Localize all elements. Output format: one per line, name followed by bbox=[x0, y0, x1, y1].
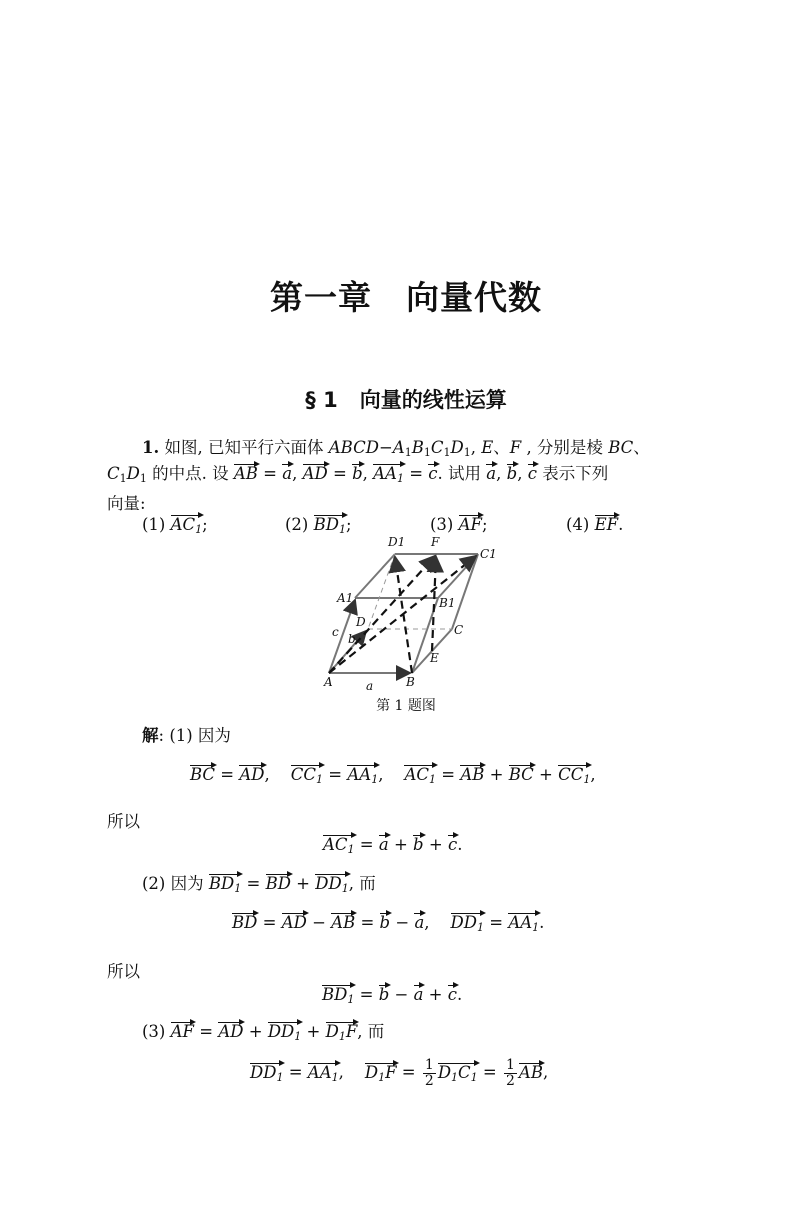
problem-text: , 分别是棱 bbox=[526, 438, 603, 457]
label-c: C bbox=[454, 623, 464, 637]
problem-text: 表示下列 bbox=[542, 464, 609, 483]
equation-2: $AC_1$ = a + b + c . bbox=[323, 832, 462, 855]
problem-line-1: 1. 如图, 已知平行六面体 $ABCD-A_1B_1C_1D_1$, E、F , 分别是棱 BC、 bbox=[142, 438, 650, 459]
label-vec-a: a bbox=[366, 679, 374, 693]
figure-caption: 第 1 题图 bbox=[376, 698, 436, 714]
section-title bbox=[0, 384, 812, 414]
solution-part-3: (3) AF = AD + $DD_1$ + $D_1F$ , 而 bbox=[142, 1018, 384, 1042]
solution-part-2: (2) 因为 $BD_1$ = BD + $DD_1$ , 而 bbox=[142, 870, 376, 894]
vector-bd1 bbox=[395, 557, 412, 673]
problem-item-1: (1) $AC_1$ ; bbox=[142, 512, 208, 535]
solution-intro: 解: (1) 因为 bbox=[142, 726, 231, 745]
solution-label: 解 bbox=[142, 726, 159, 745]
label-vec-b: b bbox=[348, 632, 356, 646]
equation-1: BC = AD , $CC_1$ = $AA_1$ , $AC_1$ = AB + BC + $CC_1$ , bbox=[190, 762, 596, 785]
label-b: B bbox=[406, 675, 415, 689]
problem-item-2: (2) $BD_1$ ; bbox=[285, 512, 352, 535]
problem-line-2: $C_1D_1$ 的中点. 设 AB = a , AD = b , $AA_1$ = c . 试用 a , b , c 表示下列 bbox=[107, 460, 608, 485]
problem-text: 如图, 已知平行六面体 bbox=[164, 438, 324, 457]
label-d1: D1 bbox=[388, 535, 406, 549]
label-c1: C1 bbox=[480, 547, 497, 561]
section-name: 向量的线性运算 bbox=[359, 388, 507, 412]
label-f: F bbox=[431, 535, 440, 549]
problem-item-4: (4) EF . bbox=[566, 512, 623, 534]
parallelepiped-figure bbox=[300, 530, 540, 720]
problem-line-3: 向量: bbox=[107, 494, 146, 513]
problem-text: . 试用 bbox=[437, 464, 482, 483]
equation-4: $BD_1$ = b − a + c . bbox=[322, 982, 462, 1005]
label-vec-c: c bbox=[332, 625, 339, 639]
chapter-title: 第一章 向量代数 bbox=[270, 278, 542, 317]
section-number: § 1 bbox=[305, 388, 338, 412]
equation-3: BD = AD − AB = b − a , $DD_1$ = $AA_1$ . bbox=[232, 910, 544, 933]
problem-number: 1. bbox=[142, 438, 160, 457]
label-a: A bbox=[324, 675, 333, 689]
label-e: E bbox=[430, 651, 439, 665]
problem-item-3: (3) AF ; bbox=[430, 512, 488, 534]
problem-text: 的中点. 设 bbox=[152, 464, 229, 483]
therefore-1: 所以 bbox=[107, 812, 140, 831]
therefore-2: 所以 bbox=[107, 962, 140, 981]
equation-5: $DD_1$ = $AA_1$ , $D_1F$ = $\frac{1}{2}$ $D_1C_1$ = $\frac{1}{2}$ AB , bbox=[250, 1057, 549, 1089]
label-a1: A1 bbox=[337, 591, 354, 605]
label-b1: B1 bbox=[439, 596, 456, 610]
label-d: D bbox=[356, 615, 366, 629]
